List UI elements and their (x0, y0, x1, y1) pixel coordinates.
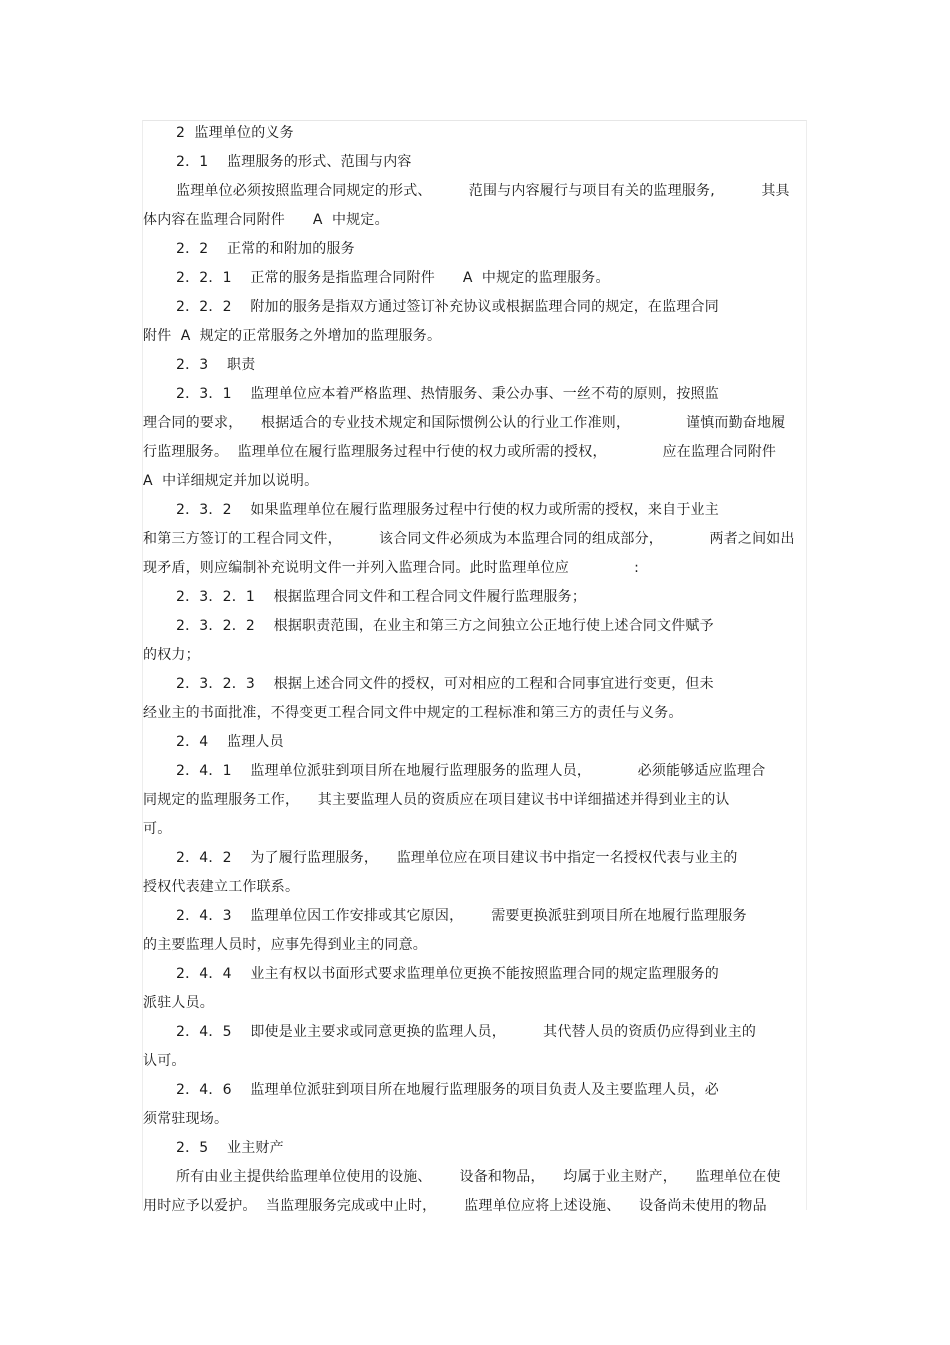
clause-line: 2．4．5 即使是业主要求或同意更换的监理人员， 其代替人员的资质仍应得到业主的 (176, 1024, 757, 1040)
paragraph-line: 附件 A 规定的正常服务之外增加的监理服务。 (143, 328, 442, 344)
clause-line: 2．3．2 如果监理单位在履行监理服务过程中行使的权力或所需的授权，来自于业主 (176, 502, 719, 518)
subsection-heading: 2．4 监理人员 (176, 734, 284, 750)
paragraph-line: 须常驻现场。 (143, 1111, 229, 1127)
clause-line: 2．4．3 监理单位因工作安排或其它原因， 需要更换派驻到项目所在地履行监理服务 (176, 908, 747, 924)
paragraph-line: 的权力； (143, 647, 200, 663)
subsection-heading: 2．2 正常的和附加的服务 (176, 241, 355, 257)
paragraph-line: 的主要监理人员时，应事先得到业主的同意。 (143, 937, 427, 953)
clause-line: 2．2．1 正常的服务是指监理合同附件 A 中规定的监理服务。 (176, 270, 610, 286)
clause-line: 2．3．2．2 根据职责范围，在业主和第三方之间独立公正地行使上述合同文件赋予 (176, 618, 714, 634)
paragraph-line: 认可。 (143, 1053, 186, 1069)
paragraph-line: 所有由业主提供给监理单位使用的设施、 设备和物品， 均属于业主财产， 监理单位在使 (176, 1169, 781, 1185)
subsection-heading: 2．1 监理服务的形式、范围与内容 (176, 154, 412, 170)
clause-line: 2．3．2．3 根据上述合同文件的授权，可对相应的工程和合同事宜进行变更，但未 (176, 676, 714, 692)
paragraph-line: 理合同的要求， 根据适合的专业技术规定和国际惯例公认的行业工作准则， 谨慎而勤奋地履 (143, 415, 786, 431)
paragraph-line: 现矛盾，则应编制补充说明文件一并列入监理合同。此时监理单位应 : (143, 560, 640, 576)
subsection-heading: 2．3 职责 (176, 357, 256, 373)
clause-line: 2．4．2 为了履行监理服务， 监理单位应在项目建议书中指定一名授权代表与业主的 (176, 850, 738, 866)
paragraph-line: 可。 (143, 821, 172, 837)
paragraph-line: 同规定的监理服务工作， 其主要监理人员的资质应在项目建议书中详细描述并得到业主的认 (143, 792, 730, 808)
clause-line: 2．4．6 监理单位派驻到项目所在地履行监理服务的项目负责人及主要监理人员，必 (176, 1082, 719, 1098)
paragraph-line: A 中详细规定并加以说明。 (143, 473, 319, 489)
section-heading: 2 监理单位的义务 (176, 125, 294, 141)
paragraph-line: 授权代表建立工作联系。 (143, 879, 300, 895)
paragraph-line: 经业主的书面批准，不得变更工程合同文件中规定的工程标准和第三方的责任与义务。 (143, 705, 683, 721)
subsection-heading: 2．5 业主财产 (176, 1140, 284, 1156)
paragraph-line: 行监理服务。 监理单位在履行监理服务过程中行使的权力或所需的授权， 应在监理合同附件 (143, 444, 777, 460)
paragraph-line: 体内容在监理合同附件 A 中规定。 (143, 212, 389, 228)
paragraph-line: 用时应予以爱护。 当监理服务完成或中止时， 监理单位应将上述设施、 设备尚未使用的物品 (143, 1198, 767, 1214)
clause-line: 2．4．1 监理单位派驻到项目所在地履行监理服务的监理人员， 必须能够适应监理合 (176, 763, 766, 779)
clause-line: 2．3．1 监理单位应本着严格监理、热情服务、秉公办事、一丝不苟的原则，按照监 (176, 386, 719, 402)
paragraph-line: 和第三方签订的工程合同文件， 该合同文件必须成为本监理合同的组成部分， 两者之间如出 (143, 531, 795, 547)
clause-line: 2．2．2 附加的服务是指双方通过签订补充协议或根据监理合同的规定，在监理合同 (176, 299, 719, 315)
clause-line: 2．4．4 业主有权以书面形式要求监理单位更换不能按照监理合同的规定监理服务的 (176, 966, 719, 982)
clause-line: 2．3．2．1 根据监理合同文件和工程合同文件履行监理服务； (176, 589, 587, 605)
paragraph-line: 派驻人员。 (143, 995, 214, 1011)
paragraph-line: 监理单位必须按照监理合同规定的形式、 范围与内容履行与项目有关的监理服务, 其具 (176, 183, 790, 199)
